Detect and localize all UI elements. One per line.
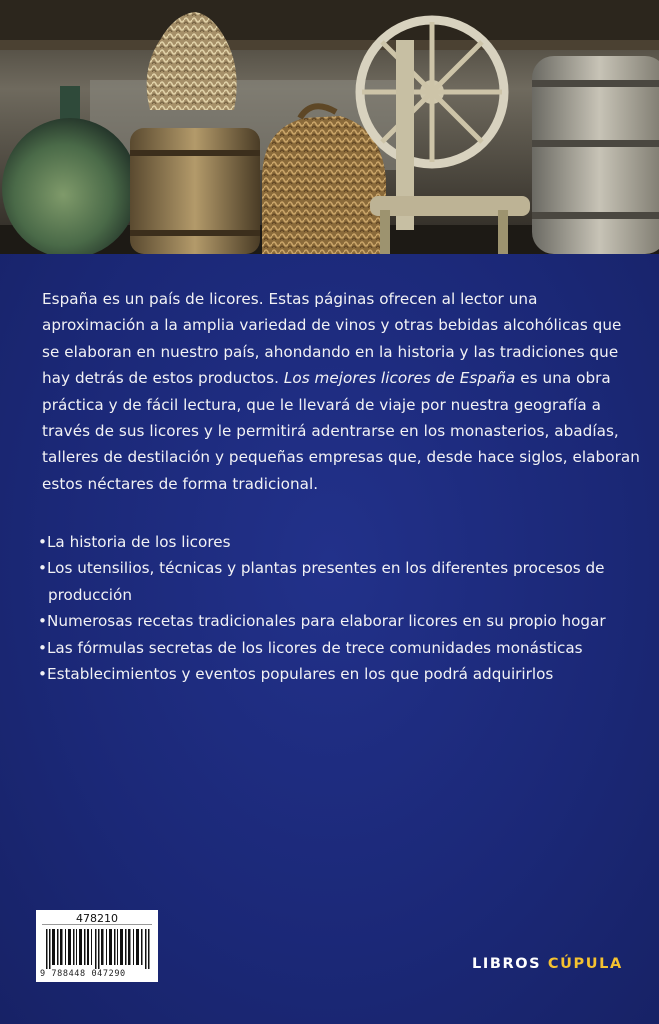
description-text-2: es una obra práctica y de fácil lectura, que le llevará de viaje por nuestra geografía a través de sus licores y le permitirá adentrarse en los monasterios, abadías, talleres de destilación y pequeñas empresas que, desde hace siglos, elaboran estos néctares de forma tradicional. <box>42 369 640 493</box>
barcode-label <box>36 910 158 982</box>
book-title-italic: Los mejores licores de España <box>283 369 516 388</box>
barcode-bars <box>46 929 150 969</box>
feature-item: • La historia de los licores <box>38 529 648 555</box>
isbn-number: 9 788448 047290 <box>40 969 126 979</box>
cellar-scene-illustration <box>0 0 659 254</box>
publisher-word-libros: LIBROS <box>472 956 542 972</box>
feature-item: • Los utensilios, técnicas y plantas presentes en los diferentes procesos de producción <box>38 555 648 608</box>
publisher-word-cupula: CÚPULA <box>547 956 623 972</box>
barcode-code: 478210 <box>42 912 152 925</box>
publisher-logo <box>472 956 623 978</box>
feature-item: • Las fórmulas secretas de los licores de trece comunidades monásticas <box>38 635 648 661</box>
feature-item: • Establecimientos y eventos populares en los que podrá adquirirlos <box>38 661 648 687</box>
cover-photo <box>0 0 659 254</box>
features-list <box>38 529 648 687</box>
description-paragraph <box>42 286 642 497</box>
feature-item: • Numerosas recetas tradicionales para elaborar licores en su propio hogar <box>38 608 648 634</box>
description-text-1: España es un país de licores. Estas páginas ofrecen al lector una aproximación a la amplia variedad de vinos y otras bebidas alcohólicas que se elaboran en nuestro país, ahondando en la historia y las tradiciones que hay detrás de estos productos. <box>42 290 622 388</box>
